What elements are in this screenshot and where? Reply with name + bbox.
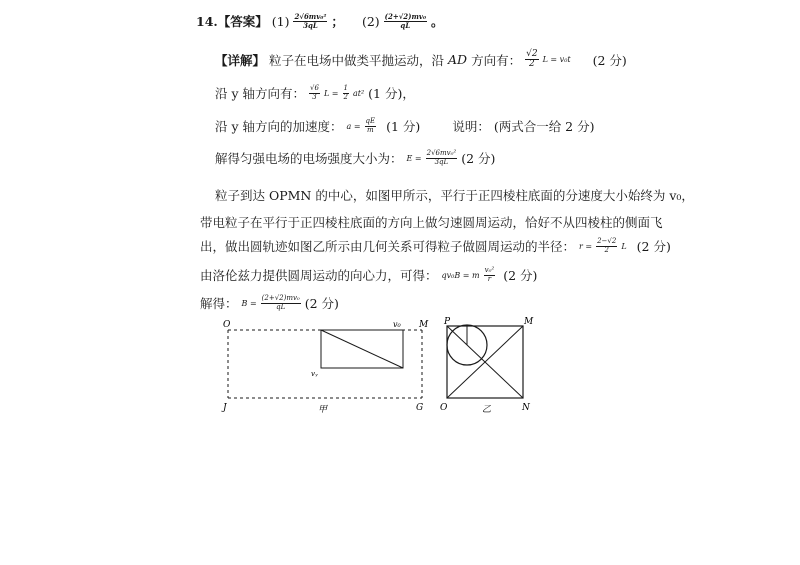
fig1-label-j: J (223, 403, 227, 413)
fig2-label-p: P (444, 317, 451, 327)
fig1-label-v0: v₀ (393, 320, 401, 329)
fig1-caption: 甲 (318, 405, 328, 415)
answer-part2-fraction: $\frac{\text{(2+√2)mv₀}}{qL}$ (384, 12, 427, 30)
fig1-diagonal (321, 330, 403, 368)
fig2-label-n: N (522, 403, 530, 413)
figure-yi (440, 316, 540, 416)
fig1-label-m: M (419, 320, 429, 330)
solution-line-6: 带电粒子在平行于正四棱柱底面的方向上做匀速圆周运动，恰好不从四棱柱的侧面飞 (200, 215, 663, 230)
answer-label: 14.【答案】 (196, 14, 268, 29)
solution-line-7: 出，做出圆轨迹如图乙所示由几何关系可得粒子做圆周运动的半径： r = $\frac{2-√2}{2}$ L (2 分) (200, 237, 671, 254)
answer-part1-fraction: $\frac{\text{2√6mv₀²}}{3qL}$ (294, 12, 327, 30)
solution-line-9: 解得： B = $\frac{\text{(2+√2)mv₀}}{qL}$ (2 分) (200, 294, 339, 311)
fig2-label-m: M (524, 317, 534, 327)
fig1-label-vy: vᵧ (311, 370, 318, 378)
fig2-label-o: O (440, 403, 448, 413)
fig2-caption: 乙 (482, 405, 492, 415)
l1-fraction: $\frac{√2}{2}$ (526, 49, 538, 70)
fig1-label-g: G (416, 403, 424, 413)
solution-line-8: 由洛伦兹力提供圆周运动的向心力，可得： qv₀B = m $\frac{\text{v₀²}}{r}$ (2 分) (200, 266, 538, 283)
solution-line-1: 【详解】 粒子在电场中做类平抛运动，沿 AD 方向有： $\frac{√2}{2}$ L = v₀t (2 分) (215, 49, 627, 70)
solution-line-2: 沿 y 轴方向有： $\frac{√6}{3}$ L = $\frac{1}{2}$ at² (1 分)， (215, 84, 415, 101)
solution-line-4: 解得匀强电场的电场强度大小为： E = $\frac{\text{2√6mv₀²}}{3qL}$ (2 分) (215, 149, 496, 166)
fig1-label-o: O (223, 320, 231, 330)
solution-line-3: 沿 y 轴方向的加速度： a = $\frac{qE}{m}$ (1 分) 说明： (两式合一给 2 分) (215, 117, 595, 134)
answer-part2-label: (2) (361, 13, 380, 29)
solution-line-5: 粒子到达 OPMN 的中心，如图甲所示，平行于正四棱柱底面的分速度大小始终为 v₀， (215, 188, 694, 203)
answer-part1-label: (1) (271, 13, 290, 29)
figure-jia (215, 316, 445, 416)
answer-line: 14.【答案】 (1) $\frac{\text{2√6mv₀²}}{3qL}$ ； (2) $\frac{\text{(2+√2)mv₀}}{qL}$ 。 (196, 12, 444, 30)
